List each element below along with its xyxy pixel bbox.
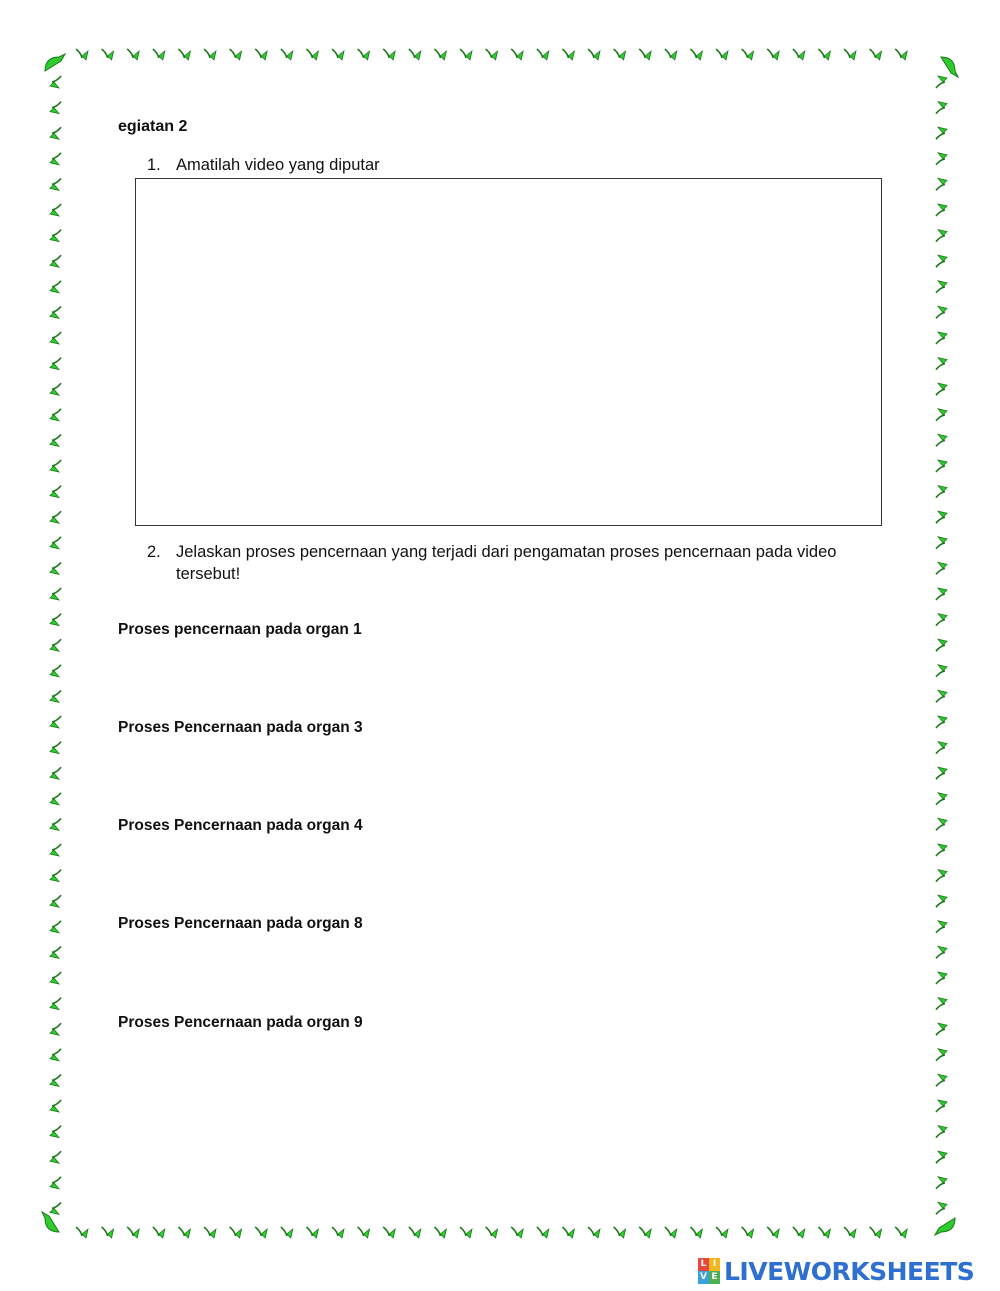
vine-leaf bbox=[936, 1074, 947, 1086]
instruction-item-1 bbox=[147, 154, 867, 176]
vine-leaf bbox=[50, 358, 61, 370]
vine-leaf bbox=[936, 1151, 947, 1163]
vine-leaf bbox=[665, 49, 677, 60]
vine-leaf bbox=[50, 76, 61, 88]
vine-leaf bbox=[716, 1227, 728, 1238]
vine-leaf bbox=[178, 1227, 190, 1238]
vine-leaf bbox=[936, 178, 947, 190]
vine-corner bbox=[42, 1212, 59, 1232]
vine-leaf bbox=[50, 230, 61, 242]
vine-leaf bbox=[50, 614, 61, 626]
vine-leaf bbox=[50, 1151, 61, 1163]
vine-leaf bbox=[639, 49, 651, 60]
video-placeholder[interactable] bbox=[135, 178, 882, 526]
vine-leaf bbox=[50, 844, 61, 856]
vine-leaf bbox=[562, 1227, 574, 1238]
vine-leaf bbox=[767, 49, 779, 60]
vine-leaf bbox=[50, 102, 61, 114]
vine-leaf bbox=[50, 204, 61, 216]
vine-leaf bbox=[936, 204, 947, 216]
vine-leaf bbox=[50, 332, 61, 344]
vine-leaf bbox=[204, 49, 216, 60]
vine-leaf bbox=[588, 1227, 600, 1238]
vine-leaf bbox=[460, 1227, 472, 1238]
logo-grid-icon bbox=[698, 1258, 720, 1284]
vine-leaf bbox=[50, 1074, 61, 1086]
vine-leaf bbox=[486, 1227, 498, 1238]
vine-leaf bbox=[127, 49, 139, 60]
vine-leaf bbox=[50, 1100, 61, 1112]
vine-leaf bbox=[178, 49, 190, 60]
vine-leaf bbox=[50, 1023, 61, 1035]
vine-leaf bbox=[306, 1227, 318, 1238]
vine-leaf bbox=[50, 178, 61, 190]
vine-leaf bbox=[50, 639, 61, 651]
vine-leaf bbox=[936, 895, 947, 907]
logo-tile-e: E bbox=[709, 1271, 720, 1284]
vine-leaf bbox=[936, 588, 947, 600]
vine-leaf bbox=[936, 844, 947, 856]
vine-leaf bbox=[486, 49, 498, 60]
vine-leaf bbox=[895, 49, 907, 60]
vine-leaf bbox=[936, 1100, 947, 1112]
vine-leaf bbox=[818, 1227, 830, 1238]
vine-leaf bbox=[936, 281, 947, 293]
vine-leaf bbox=[936, 614, 947, 626]
vine-leaf bbox=[936, 153, 947, 165]
logo-tile-i: I bbox=[709, 1258, 720, 1271]
vine-leaf bbox=[511, 1227, 523, 1238]
section-organ-3: Proses Pencernaan pada organ 3 bbox=[118, 719, 363, 736]
vine-leaf bbox=[716, 49, 728, 60]
vine-leaf bbox=[936, 716, 947, 728]
vine-leaf bbox=[936, 690, 947, 702]
vine-leaf bbox=[793, 1227, 805, 1238]
vine-leaf bbox=[50, 716, 61, 728]
logo-tile-l: L bbox=[698, 1258, 709, 1271]
vine-leaf bbox=[76, 49, 88, 60]
section-organ-4: Proses Pencernaan pada organ 4 bbox=[118, 817, 363, 834]
vine-leaf bbox=[50, 153, 61, 165]
vine-leaf bbox=[102, 49, 114, 60]
vine-leaf bbox=[742, 49, 754, 60]
vine-leaf bbox=[588, 49, 600, 60]
vine-corner bbox=[45, 54, 65, 71]
vine-leaf bbox=[614, 49, 626, 60]
vine-leaf bbox=[50, 1202, 61, 1214]
vine-leaf bbox=[332, 49, 344, 60]
vine-leaf bbox=[936, 562, 947, 574]
vine-leaf bbox=[742, 1227, 754, 1238]
vine-leaf bbox=[936, 486, 947, 498]
vine-leaf bbox=[50, 665, 61, 677]
vine-leaf bbox=[936, 358, 947, 370]
vine-leaf bbox=[76, 1227, 88, 1238]
vine-leaf bbox=[936, 332, 947, 344]
vine-leaf bbox=[50, 1126, 61, 1138]
vine-leaf bbox=[50, 255, 61, 267]
vine-corner bbox=[941, 57, 958, 77]
item-number: 2. bbox=[147, 543, 161, 561]
vine-leaf bbox=[306, 49, 318, 60]
activity-heading: egiatan 2 bbox=[118, 118, 188, 135]
vine-leaf bbox=[936, 998, 947, 1010]
vine-leaf bbox=[409, 49, 421, 60]
vine-leaf bbox=[870, 49, 882, 60]
vine-leaf bbox=[50, 511, 61, 523]
vine-leaf bbox=[936, 793, 947, 805]
vine-leaf bbox=[936, 306, 947, 318]
vine-leaf bbox=[50, 306, 61, 318]
vine-corner bbox=[935, 1218, 955, 1235]
vine-leaf bbox=[818, 49, 830, 60]
vine-leaf bbox=[383, 1227, 395, 1238]
vine-leaf bbox=[255, 1227, 267, 1238]
vine-leaf bbox=[383, 49, 395, 60]
vine-leaf bbox=[936, 409, 947, 421]
vine-leaf bbox=[50, 742, 61, 754]
vine-leaf bbox=[936, 434, 947, 446]
vine-leaf bbox=[153, 1227, 165, 1238]
vine-leaf bbox=[936, 460, 947, 472]
vine-leaf bbox=[358, 1227, 370, 1238]
vine-leaf bbox=[50, 588, 61, 600]
vine-leaf bbox=[434, 1227, 446, 1238]
vine-leaf bbox=[409, 1227, 421, 1238]
vine-leaf bbox=[936, 946, 947, 958]
vine-leaf bbox=[793, 49, 805, 60]
vine-leaf bbox=[460, 49, 472, 60]
vine-leaf bbox=[434, 49, 446, 60]
vine-leaf bbox=[230, 1227, 242, 1238]
vine-leaf bbox=[50, 921, 61, 933]
vine-leaf bbox=[936, 102, 947, 114]
vine-leaf bbox=[870, 1227, 882, 1238]
vine-leaf bbox=[50, 767, 61, 779]
vine-leaf bbox=[936, 972, 947, 984]
vine-leaf bbox=[50, 972, 61, 984]
vine-leaf bbox=[936, 818, 947, 830]
vine-leaf bbox=[537, 49, 549, 60]
section-organ-9: Proses Pencernaan pada organ 9 bbox=[118, 1014, 363, 1031]
logo-tile-v: V bbox=[698, 1271, 709, 1284]
vine-leaf bbox=[614, 1227, 626, 1238]
vine-leaf bbox=[50, 434, 61, 446]
liveworksheets-logo bbox=[698, 1256, 974, 1286]
vine-leaf bbox=[230, 49, 242, 60]
vine-leaf bbox=[50, 383, 61, 395]
vine-leaf bbox=[281, 49, 293, 60]
vine-leaf bbox=[332, 1227, 344, 1238]
vine-leaf bbox=[50, 1049, 61, 1061]
vine-leaf bbox=[936, 665, 947, 677]
vine-leaf bbox=[511, 49, 523, 60]
vine-leaf bbox=[895, 1227, 907, 1238]
vine-leaf bbox=[50, 690, 61, 702]
vine-leaf bbox=[936, 230, 947, 242]
vine-leaf bbox=[50, 946, 61, 958]
vine-leaf bbox=[50, 460, 61, 472]
item-number: 1. bbox=[147, 156, 161, 174]
vine-leaf bbox=[844, 49, 856, 60]
section-organ-8: Proses Pencernaan pada organ 8 bbox=[118, 915, 363, 932]
instruction-item-2 bbox=[147, 541, 867, 585]
vine-leaf bbox=[936, 537, 947, 549]
vine-leaf bbox=[936, 255, 947, 267]
vine-leaf bbox=[936, 1023, 947, 1035]
item-text: Jelaskan proses pencernaan yang terjadi dari pengamatan proses pencernaan pada video tersebut! bbox=[176, 543, 837, 583]
logo-text: LIVEWORKSHEETS bbox=[724, 1256, 975, 1286]
vine-leaf bbox=[50, 127, 61, 139]
vine-leaf bbox=[358, 49, 370, 60]
vine-leaf bbox=[936, 742, 947, 754]
vine-leaf bbox=[690, 1227, 702, 1238]
section-organ-1: Proses pencernaan pada organ 1 bbox=[118, 621, 362, 638]
vine-leaf bbox=[936, 1202, 947, 1214]
vine-leaf bbox=[50, 870, 61, 882]
vine-leaf bbox=[50, 281, 61, 293]
vine-leaf bbox=[537, 1227, 549, 1238]
vine-leaf bbox=[50, 562, 61, 574]
vine-leaf bbox=[127, 1227, 139, 1238]
vine-leaf bbox=[50, 998, 61, 1010]
vine-leaf bbox=[281, 1227, 293, 1238]
vine-leaf bbox=[50, 486, 61, 498]
vine-leaf bbox=[936, 870, 947, 882]
vine-leaf bbox=[936, 127, 947, 139]
vine-leaf bbox=[844, 1227, 856, 1238]
vine-leaf bbox=[50, 818, 61, 830]
vine-leaf bbox=[690, 49, 702, 60]
vine-leaf bbox=[50, 537, 61, 549]
vine-leaf bbox=[936, 383, 947, 395]
vine-leaf bbox=[153, 49, 165, 60]
item-text: Amatilah video yang diputar bbox=[176, 156, 380, 174]
vine-leaf bbox=[255, 49, 267, 60]
vine-leaf bbox=[767, 1227, 779, 1238]
vine-leaf bbox=[936, 76, 947, 88]
vine-leaf bbox=[936, 1177, 947, 1189]
vine-leaf bbox=[665, 1227, 677, 1238]
vine-leaf bbox=[204, 1227, 216, 1238]
vine-leaf bbox=[50, 793, 61, 805]
vine-leaf bbox=[562, 49, 574, 60]
vine-leaf bbox=[936, 1126, 947, 1138]
vine-leaf bbox=[936, 921, 947, 933]
vine-leaf bbox=[639, 1227, 651, 1238]
vine-leaf bbox=[50, 409, 61, 421]
vine-leaf bbox=[936, 511, 947, 523]
vine-leaf bbox=[50, 1177, 61, 1189]
vine-leaf bbox=[936, 639, 947, 651]
vine-leaf bbox=[936, 1049, 947, 1061]
vine-leaf bbox=[50, 895, 61, 907]
vine-leaf bbox=[936, 767, 947, 779]
vine-leaf bbox=[102, 1227, 114, 1238]
